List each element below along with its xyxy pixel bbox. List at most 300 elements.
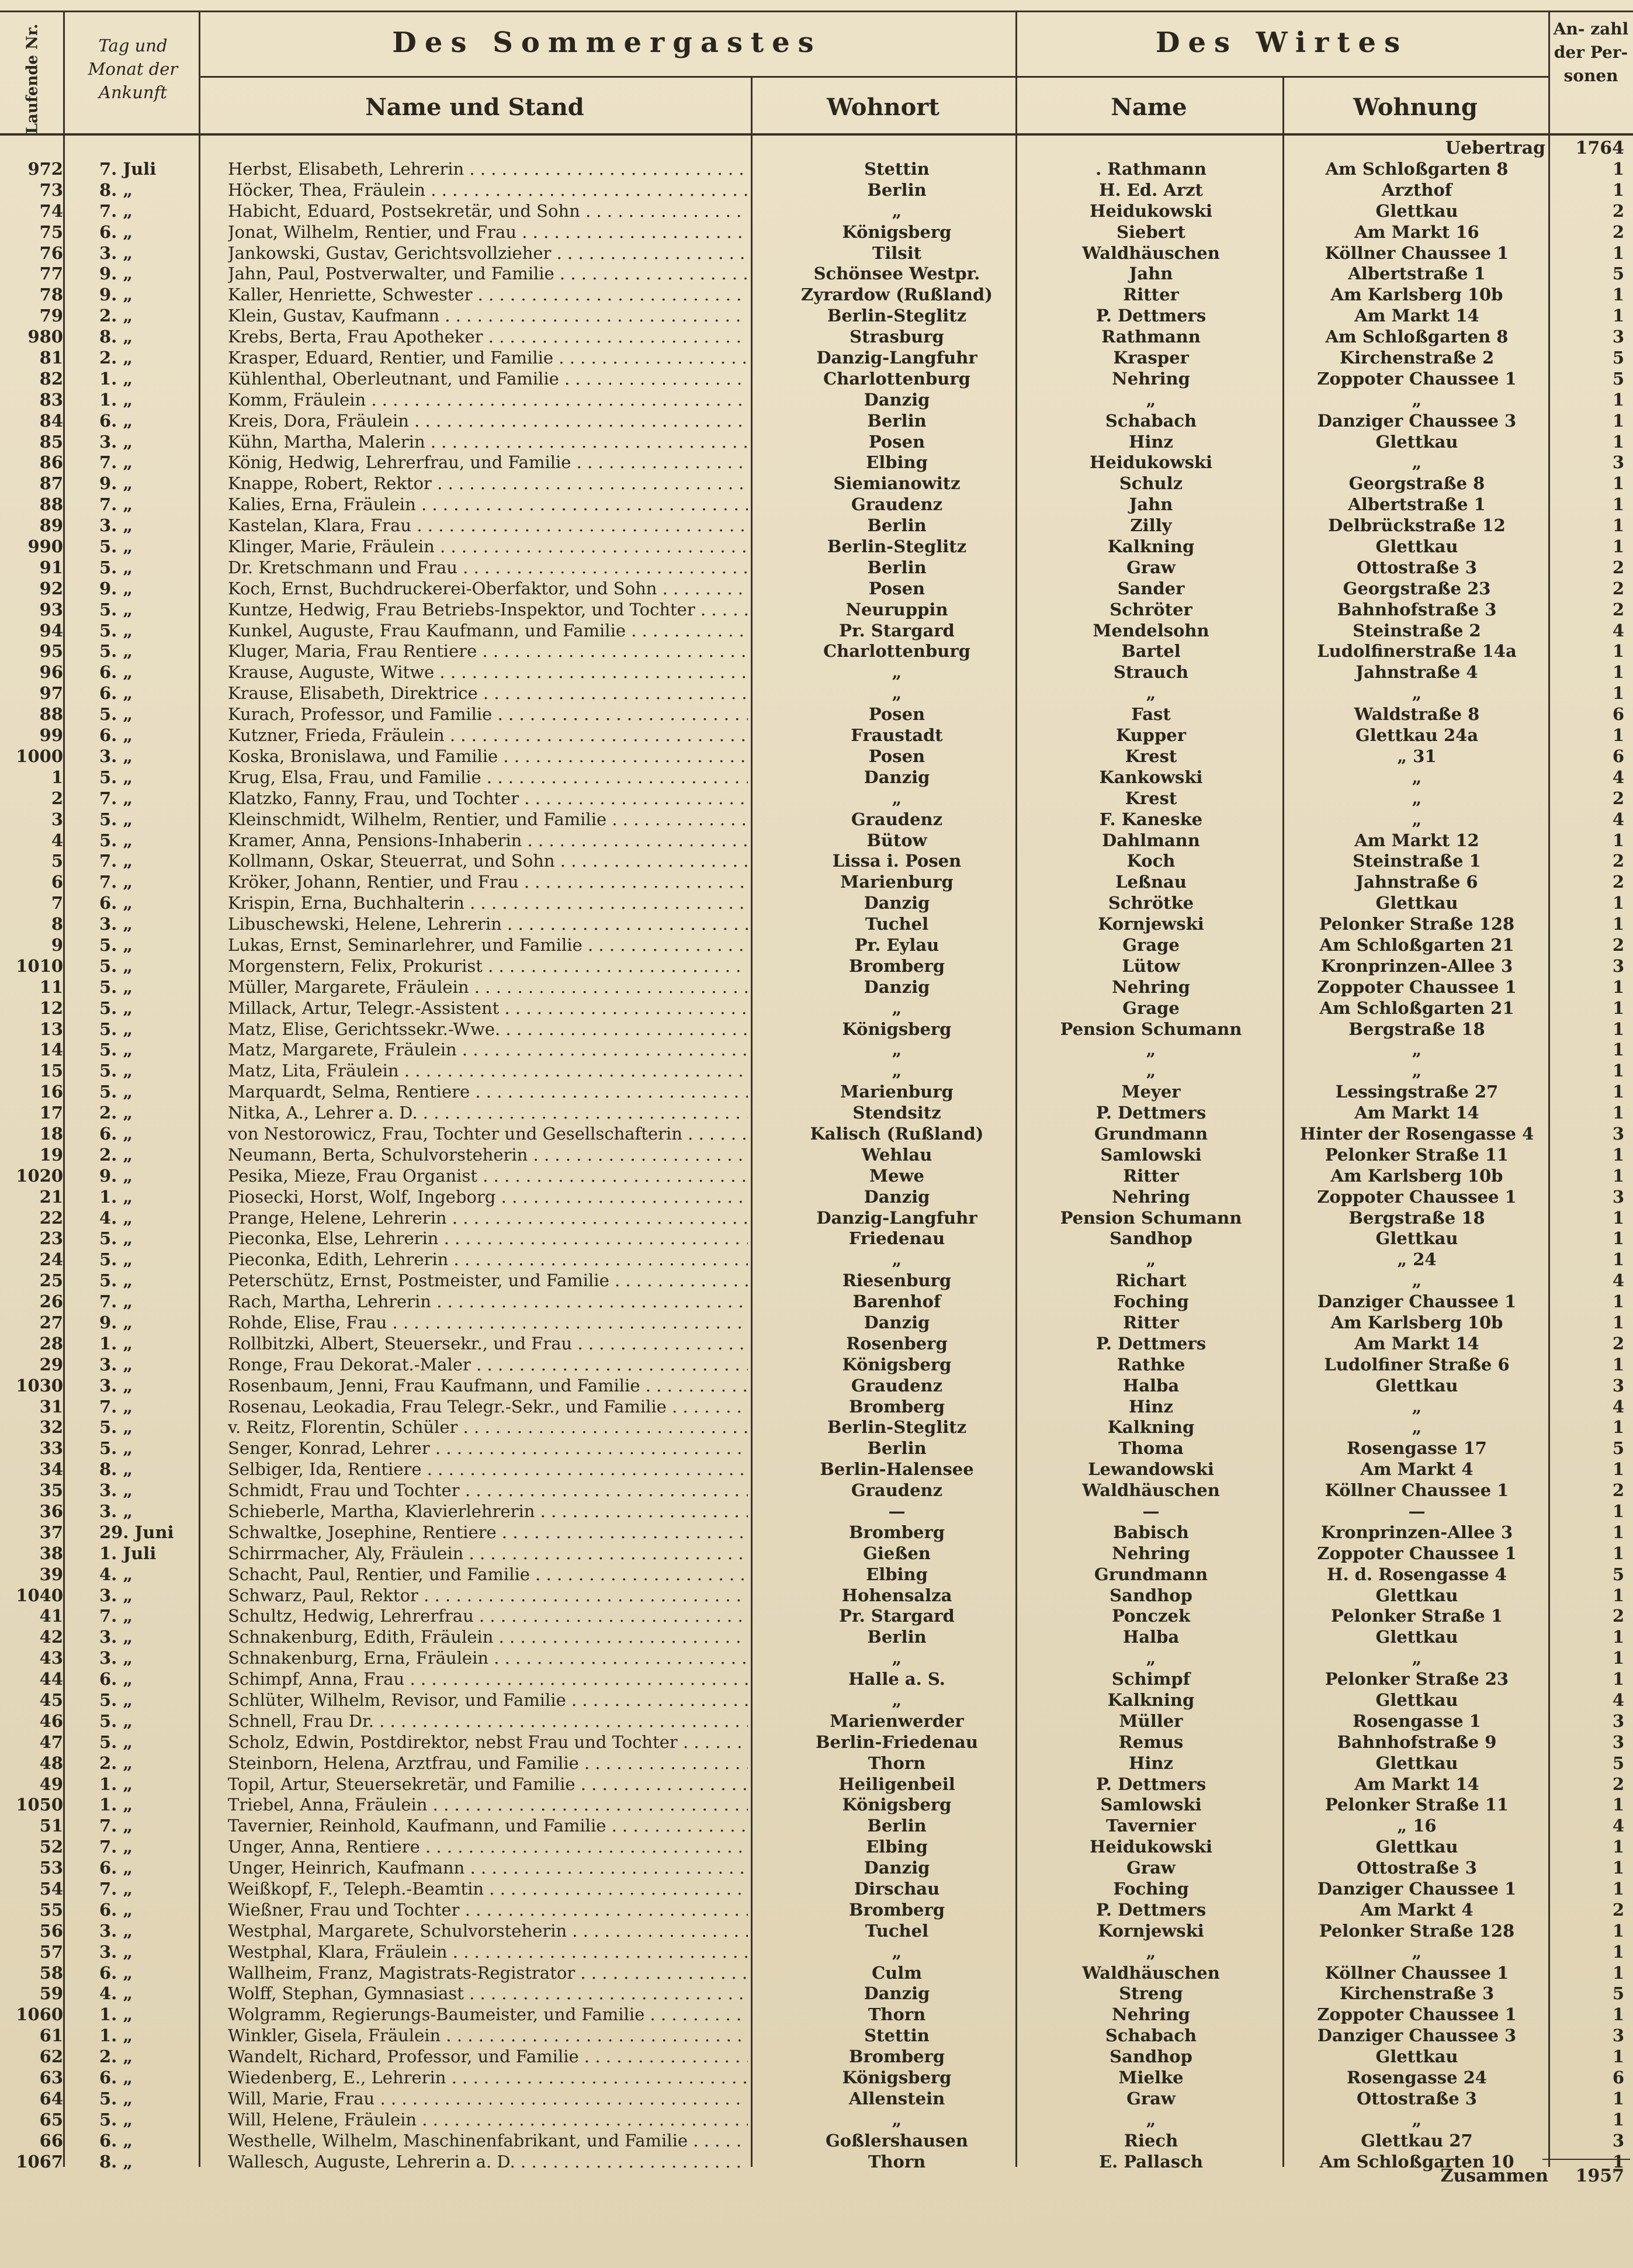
table-row [0,1124,1633,1145]
guest-name: Senger, Konrad, Lehrer . . . [228,1438,748,1459]
guest-residence: „ [892,788,902,808]
person-count: 1 [1612,977,1624,997]
table-row [0,830,1633,851]
arrival-date: 2. „ [99,348,133,368]
host-name: „ [1146,2109,1156,2130]
host-name: Nehring [1112,368,1190,389]
table-row [0,369,1633,390]
host-address: Köllner Chaussee 1 [1325,1962,1509,1983]
host-name: Grundmann [1094,1564,1208,1584]
row-number: 76 [39,243,63,263]
row-number: 1000 [16,746,63,766]
host-name: Graw [1126,2088,1176,2108]
guest-name: Kröker, Johann, Rentier, und Frau . . . [228,872,748,893]
guest-name: Jahn, Paul, Postverwalter, und Familie . . . [228,264,748,285]
guest-name: Piosecki, Horst, Wolf, Ingeborg . . . [228,1187,748,1208]
host-name: Siebert [1117,221,1185,242]
host-name: Strauch [1113,662,1189,683]
guest-name: Matz, Elise, Gerichtssekr.-Wwe. . . . [228,1019,748,1040]
person-count: 5 [1612,1753,1624,1773]
host-address: „ [1412,788,1422,808]
host-name: P. Dettmers [1095,1899,1206,1920]
table-row [0,956,1633,977]
row-number: 51 [39,1816,63,1836]
host-name: Lütow [1122,955,1180,976]
row-number: 4 [51,830,63,850]
host-address: „ [1412,1417,1422,1438]
arrival-date: 5. „ [99,1438,133,1459]
host-address: Danziger Chaussee 1 [1317,1879,1517,1899]
arrival-date: 7. „ [99,1837,133,1857]
guest-name: Klinger, Marie, Fräulein . . . [228,536,748,558]
guest-name: Lukas, Ernst, Seminarlehrer, und Familie . . . [228,935,748,956]
arrival-date: 9. „ [99,578,133,598]
guest-residence: Berlin-Steglitz [827,536,967,557]
host-address: Georgstraße 23 [1343,578,1491,598]
host-name: Hinz [1129,1396,1173,1417]
row-number: 26 [39,1291,63,1312]
person-count: 3 [1612,1732,1624,1752]
person-count: 2 [1612,578,1624,598]
table-row [0,746,1633,767]
guest-residence: Strasburg [850,327,944,347]
host-address: Köllner Chaussee 1 [1325,243,1509,263]
table-row [0,1983,1633,2004]
host-name: Streng [1119,1983,1183,2004]
table-row [0,1522,1633,1543]
row-number: 35 [39,1480,63,1501]
row-number: 21 [39,1186,63,1207]
host-address: Am Schloßgarten 8 [1325,159,1509,179]
arrival-date: 9. „ [99,285,133,305]
arrival-date: 3. „ [99,431,133,452]
guest-name: Nitka, A., Lehrer a. D. . . . [228,1103,748,1124]
row-number: 16 [39,1082,63,1102]
person-count: 6 [1612,746,1624,766]
person-count: 2 [1612,934,1624,955]
guest-name: Tavernier, Reinhold, Kaufmann, und Familie . . . [228,1816,748,1837]
guest-residence: Berlin [867,1627,927,1647]
host-name: Kupper [1116,725,1186,746]
guest-residence: Dirschau [854,1879,940,1899]
guest-name: Matz, Margarete, Fräulein . . . [228,1040,748,1061]
row-number: 18 [39,1123,63,1144]
host-address: Am Markt 14 [1354,1103,1479,1123]
guest-name: Kaller, Henriette, Schwester . . . [228,285,748,306]
row-number: 82 [39,368,63,389]
host-address: Danziger Chaussee 1 [1317,1291,1517,1312]
host-address: Pelonker Straße 23 [1325,1669,1509,1689]
person-count: 4 [1612,767,1624,787]
row-number: 31 [39,1396,63,1417]
table-row [0,1711,1633,1732]
person-count: 1 [1612,2004,1624,2025]
person-count: 3 [1612,452,1624,473]
row-number: 81 [39,348,63,368]
host-name: „ [1146,1061,1156,1081]
arrival-date: 3. „ [99,914,133,934]
host-address: Glettkau [1375,1837,1458,1857]
row-number: 15 [39,1061,63,1081]
table-row [0,725,1633,746]
guest-name: Prange, Helene, Lehrerin . . . [228,1208,748,1229]
guest-residence: — [888,1501,906,1521]
guest-name: von Nestorowicz, Frau, Tochter und Gesellschafterin . . . [228,1124,748,1145]
arrival-date: 3. „ [99,1375,133,1396]
host-address: Glettkau [1375,1690,1458,1710]
host-address: Georgstraße 8 [1348,473,1485,494]
host-address: Am Schloßgarten 21 [1319,934,1514,955]
host-address: Ottostraße 3 [1357,557,1477,577]
row-number: 86 [39,452,63,473]
row-number: 34 [39,1459,63,1480]
header-wohnort: Wohnort [827,94,939,121]
person-count: 5 [1612,1438,1624,1459]
host-address: Glettkau [1375,1585,1458,1605]
arrival-date: 2. „ [99,1753,133,1773]
person-count: 5 [1612,1564,1624,1584]
guest-residence: Berlin [867,1438,927,1459]
row-number: 37 [39,1522,63,1542]
guest-name: Will, Helene, Fräulein . . . [228,2110,748,2131]
arrival-date: 9. „ [99,1165,133,1186]
table-row [0,641,1633,662]
host-name: — [1142,1501,1160,1521]
arrival-date: 7. „ [99,788,133,808]
row-number: 3 [51,809,63,829]
arrival-date: 9. „ [99,1312,133,1332]
row-number: 88 [39,494,63,515]
arrival-date: 2. „ [99,2047,133,2067]
arrival-date: 4. „ [99,1564,133,1584]
host-name: Schröter [1110,599,1192,619]
person-count: 1 [1612,1879,1624,1899]
host-name: Krest [1125,746,1177,766]
person-count: 2 [1612,1333,1624,1353]
guest-name: Weißkopf, F., Teleph.-Beamtin . . . [228,1879,748,1900]
guest-name: Peterschütz, Ernst, Postmeister, und Familie . . . [228,1270,748,1291]
arrival-date: 6. „ [99,1962,133,1983]
table-row [0,893,1633,914]
row-number: 96 [39,662,63,683]
arrival-date: 29. Juni [99,1522,174,1542]
host-address: Am Markt 14 [1354,1333,1479,1353]
guest-residence: „ [892,200,902,221]
arrival-date: 6. „ [99,1858,133,1878]
table-row [0,1858,1633,1879]
arrival-date: 5. „ [99,767,133,787]
arrival-date: 7. Juli [99,159,157,179]
guest-residence: Berlin-Steglitz [827,306,967,326]
row-number: 45 [39,1690,63,1710]
table-row [0,621,1633,642]
host-name: Grage [1122,998,1180,1018]
guest-residence: Marienburg [840,872,954,892]
host-name: Rathmann [1101,327,1201,347]
guest-residence: Königsberg [842,1019,952,1039]
arrival-date: 1. „ [99,389,133,410]
person-count: 1 [1612,1165,1624,1186]
guest-residence: Gießen [863,1543,931,1563]
person-count: 2 [1612,1774,1624,1794]
host-name: Graw [1126,1858,1176,1878]
guest-name: Höcker, Thea, Fräulein . . . [228,180,748,201]
guest-name: Habicht, Eduard, Postsekretär, und Sohn . . . [228,201,748,222]
row-number: 77 [39,264,63,284]
host-address: „ [1412,1040,1422,1060]
host-address: „ [1412,1396,1422,1417]
person-count: 1 [1612,2088,1624,2108]
host-name: Bartel [1121,641,1181,662]
host-address: Glettkau 24a [1355,725,1479,746]
guest-name: Wiedenberg, E., Lehrerin . . . [228,2068,748,2089]
person-count: 1 [1612,1941,1624,1962]
host-name: P. Dettmers [1095,1333,1206,1353]
guest-residence: Tilsit [872,243,922,263]
table-row [0,1082,1633,1103]
table-row [0,1208,1633,1229]
table-row [0,1732,1633,1753]
row-number: 23 [39,1228,63,1249]
row-number: 75 [39,221,63,242]
guest-residence: Berlin-Halensee [820,1459,974,1480]
guest-residence: Posen [868,578,925,598]
host-address: Am Markt 4 [1360,1899,1473,1920]
person-count: 2 [1612,1480,1624,1501]
guest-name: Schlüter, Wilhelm, Revisor, und Familie . . . [228,1690,748,1711]
guest-name: Krasper, Eduard, Rentier, und Familie . . . [228,348,748,369]
guest-residence: Posen [868,746,925,766]
guest-name: Krause, Auguste, Witwe . . . [228,662,748,683]
guest-name: Westphal, Margarete, Schulvorsteherin . . . [228,1921,748,1942]
host-name: Rathke [1117,1354,1185,1374]
row-number: 43 [39,1648,63,1668]
guest-name: Wolff, Stephan, Gymnasiast . . . [228,1983,748,2004]
arrival-date: 5. „ [99,1061,133,1081]
host-name: Jahn [1129,264,1173,284]
host-address: Pelonker Straße 11 [1325,1795,1509,1815]
row-number: 85 [39,431,63,452]
table-row [0,264,1633,285]
person-count: 3 [1612,1375,1624,1396]
host-name: Schrötke [1108,893,1194,913]
row-number: 57 [39,1941,63,1962]
arrival-date: 3. „ [99,1354,133,1374]
guest-residence: Barenhof [852,1291,941,1312]
arrival-date: 7. „ [99,1816,133,1836]
person-count: 2 [1612,1606,1624,1626]
arrival-date: 7. „ [99,1606,133,1626]
table-row [0,2152,1633,2173]
table-row [0,1061,1633,1082]
person-count: 1 [1612,1795,1624,1815]
table-row [0,1145,1633,1166]
guest-residence: Stendsitz [852,1103,941,1123]
host-name: Schabach [1105,410,1197,431]
person-count: 4 [1612,1270,1624,1291]
row-number: 29 [39,1354,63,1374]
guest-name: Herbst, Elisabeth, Lehrerin . . . [228,159,748,180]
person-count: 1 [1612,1669,1624,1689]
person-count: 1 [1612,1207,1624,1228]
guest-residence: Elbing [866,452,928,473]
guest-residence: Lissa i. Posen [832,851,962,871]
guest-name: Topil, Artur, Steuersekretär, und Familie . . . [228,1774,748,1795]
arrival-date: 6. „ [99,662,133,683]
table-row [0,1795,1633,1816]
guest-residence: Pr. Eylau [854,934,939,955]
host-address: „ [1412,389,1422,410]
host-name: Richart [1115,1270,1187,1291]
host-name: P. Dettmers [1095,1103,1206,1123]
host-name: Samlowski [1100,1795,1202,1815]
guest-residence: Tuchel [865,1920,929,1941]
table-row [0,872,1633,893]
guest-name: Schmidt, Frau und Tochter . . . [228,1480,748,1501]
guest-residence: Königsberg [842,221,952,242]
guest-residence: „ [892,1648,902,1668]
table-row [0,1816,1633,1837]
arrival-date: 8. „ [99,327,133,347]
host-address: Delbrückstraße 12 [1328,515,1506,536]
host-name: Foching [1113,1291,1189,1312]
host-name: Sandhop [1110,2047,1192,2067]
table-row [0,2110,1633,2131]
person-count: 1 [1612,1040,1624,1060]
table-row [0,1459,1633,1480]
host-address: Zoppoter Chaussee 1 [1317,2004,1517,2025]
arrival-date: 6. „ [99,893,133,913]
guest-residence: Danzig [864,1312,930,1332]
row-number: 95 [39,641,63,662]
guest-residence: Allenstein [848,2088,945,2108]
host-name: Ritter [1123,1312,1179,1332]
person-count: 1 [1612,1962,1624,1983]
arrival-date: 5. „ [99,1040,133,1060]
host-address: „ [1412,683,1422,704]
host-name: „ [1146,1941,1156,1962]
guest-residence: Pr. Stargard [839,1606,955,1626]
person-count: 2 [1612,851,1624,871]
row-number: 54 [39,1879,63,1899]
person-count: 1 [1612,431,1624,452]
header-wohnung: Wohnung [1353,94,1478,121]
host-name: Schimpf [1111,1669,1191,1689]
host-name: Mielke [1118,2068,1184,2088]
row-number: 8 [51,914,63,934]
guest-residence: Bromberg [848,1899,945,1920]
guest-residence: Bromberg [848,2047,945,2067]
guest-residence: „ [892,1249,902,1270]
guest-name: Triebel, Anna, Fräulein . . . [228,1795,748,1816]
person-count: 1 [1612,410,1624,431]
host-address: Lessingstraße 27 [1335,1082,1499,1102]
table-row [0,222,1633,243]
arrival-date: 7. „ [99,872,133,892]
row-number: 56 [39,1920,63,1941]
guest-name: Schwaltke, Josephine, Rentiere . . . [228,1522,748,1543]
row-number: 46 [39,1710,63,1731]
guest-residence: Danzig [864,1186,930,1207]
guest-name: Krebs, Berta, Frau Apotheker . . . [228,327,748,348]
arrival-date: 5. „ [99,955,133,976]
guest-name: Kunkel, Auguste, Frau Kaufmann, und Familie . . . [228,621,748,642]
guest-residence: Pr. Stargard [839,620,955,640]
row-number: 52 [39,1837,63,1857]
person-count: 1 [1612,389,1624,410]
table-row [0,243,1633,264]
arrival-date: 5. „ [99,1732,133,1752]
table-row [0,998,1633,1019]
table-row [0,2068,1633,2089]
guest-residence: Marienburg [840,1082,954,1102]
host-name: P. Dettmers [1095,306,1206,326]
table-row [0,1270,1633,1291]
guest-name: Wallesch, Auguste, Lehrerin a. D. . . . [228,2152,748,2173]
guest-name: Scholz, Edwin, Postdirektor, nebst Frau und Tochter . . . [228,1732,748,1753]
person-count: 6 [1612,704,1624,725]
arrival-date: 5. „ [99,1270,133,1291]
arrival-date: 7. „ [99,200,133,221]
arrival-date: 3. „ [99,243,133,263]
arrival-date: 6. „ [99,725,133,746]
table-row [0,2089,1633,2110]
row-number: 13 [39,1019,63,1039]
arrival-date: 7. „ [99,1396,133,1417]
host-address: Waldstraße 8 [1354,704,1480,725]
arrival-date: 3. „ [99,1920,133,1941]
guest-name: v. Reitz, Florentin, Schüler . . . [228,1417,748,1438]
host-address: Pelonker Straße 11 [1325,1144,1509,1165]
arrival-date: 5. „ [99,1417,133,1438]
guest-residence: Graudenz [851,494,943,515]
table-row [0,662,1633,683]
person-count: 1 [1612,1228,1624,1249]
person-count: 1 [1612,1354,1624,1374]
guest-name: Dr. Kretschmann und Frau . . . [228,558,748,579]
arrival-date: 5. „ [99,1019,133,1039]
header-anzahl: An- zahl der Per- sonen [1553,19,1629,85]
guest-residence: Heiligenbeil [838,1774,955,1794]
host-name: Babisch [1113,1522,1189,1542]
host-address: Am Schloßgarten 21 [1319,998,1514,1018]
guest-residence: Neuruppin [845,599,948,619]
host-name: Meyer [1121,1082,1181,1102]
host-name: Krasper [1113,348,1189,368]
row-number: 24 [39,1249,63,1270]
row-number: 9 [51,934,63,955]
guest-residence: „ [892,1040,902,1060]
guest-residence: Berlin [867,515,927,536]
guest-name: Unger, Heinrich, Kaufmann . . . [228,1858,748,1879]
guest-residence: Danzig-Langfuhr [816,348,977,368]
person-count: 1 [1612,2109,1624,2130]
guest-residence: Hohensalza [841,1585,952,1605]
arrival-date: 1. „ [99,1333,133,1353]
row-number: 41 [39,1606,63,1626]
table-row [0,914,1633,935]
guest-name: Westphal, Klara, Fräulein . . . [228,1942,748,1963]
guest-residence: Charlottenburg [823,368,970,389]
row-number: 53 [39,1858,63,1878]
guest-name: Libuschewski, Helene, Lehrerin . . . [228,914,748,935]
header-wirt-name: Name [1111,94,1187,121]
guest-residence: Berlin [867,410,927,431]
guest-name: Kollmann, Oskar, Steuerrat, und Sohn . . . [228,851,748,872]
host-name: Schulz [1119,473,1183,494]
arrival-date: 2. „ [99,306,133,326]
table-row [0,1900,1633,1921]
